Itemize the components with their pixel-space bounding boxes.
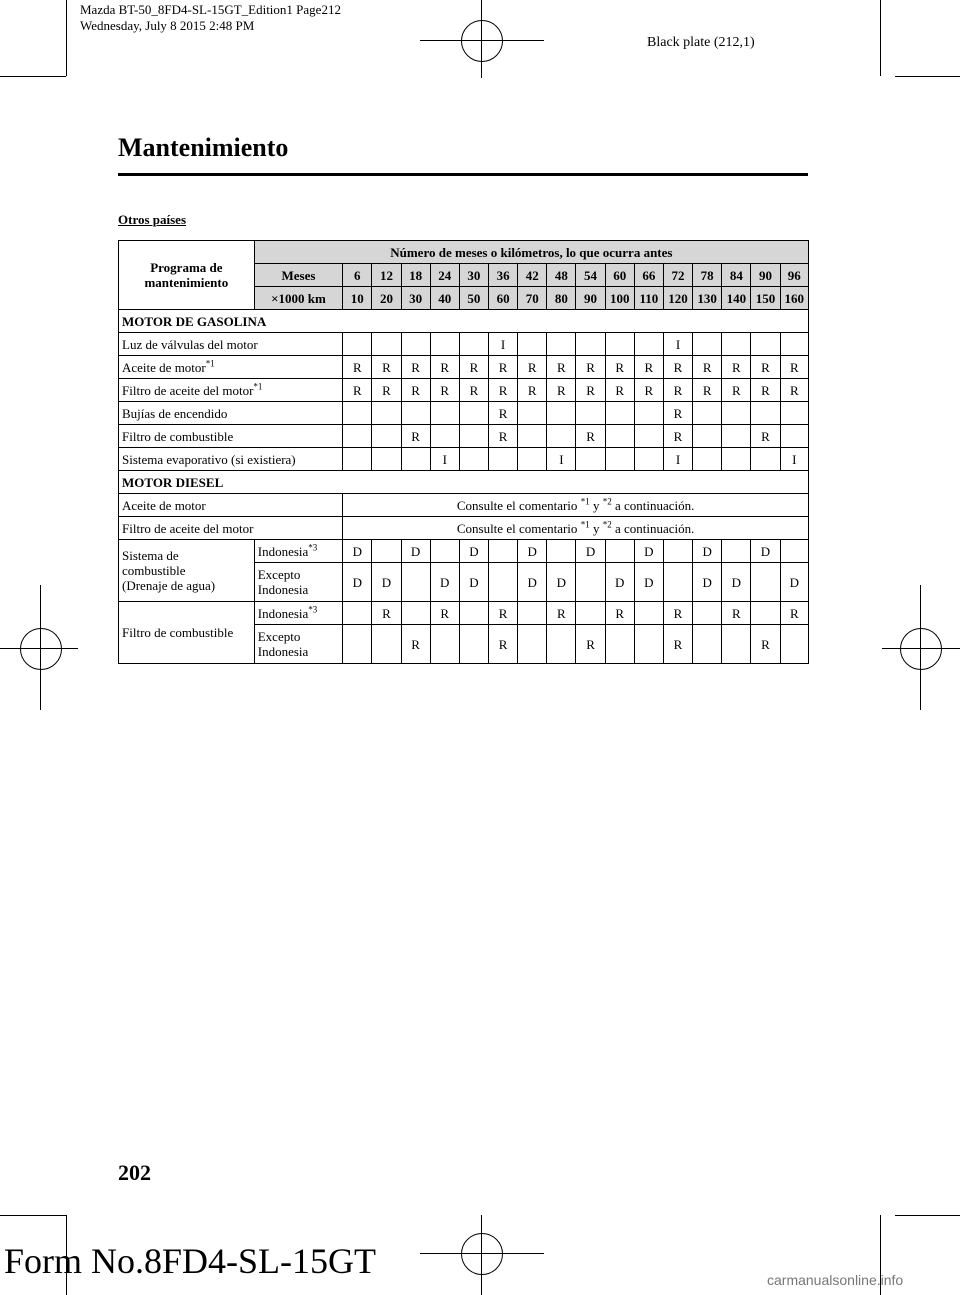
cell-line: Filtro de combustible xyxy=(122,625,234,640)
interval-cell: R xyxy=(343,379,372,402)
interval-cell: R xyxy=(751,379,780,402)
interval-cell xyxy=(576,563,605,602)
table-row xyxy=(119,379,809,402)
interval-cell: R xyxy=(663,379,692,402)
interval-cell: I xyxy=(547,448,576,471)
interval-cell: R xyxy=(722,602,751,625)
footnote-mark: *2 xyxy=(602,519,612,530)
note-text: Consulte el comentario xyxy=(456,520,581,536)
interval-cell xyxy=(401,333,430,356)
table-row xyxy=(119,517,809,540)
interval-cell xyxy=(547,540,576,563)
interval-cell xyxy=(751,333,780,356)
footnote-mark: *2 xyxy=(602,496,612,507)
km-value: 110 xyxy=(634,287,663,310)
km-value: 70 xyxy=(518,287,547,310)
interval-cell xyxy=(722,402,751,425)
interval-cell xyxy=(518,425,547,448)
month-value: 90 xyxy=(751,264,780,287)
interval-cell: R xyxy=(576,356,605,379)
interval-cell xyxy=(430,625,459,664)
interval-cell: R xyxy=(459,356,488,379)
interval-cell xyxy=(751,448,780,471)
interval-cell xyxy=(693,602,722,625)
item-label xyxy=(119,425,343,448)
interval-cell: R xyxy=(751,625,780,664)
interval-cell: R xyxy=(401,425,430,448)
month-value: 12 xyxy=(372,264,401,287)
note-text: y xyxy=(589,520,603,536)
cell-line: Indonesia xyxy=(257,644,309,659)
interval-cell: I xyxy=(488,333,517,356)
item-label-text: Filtro de combustible xyxy=(122,428,234,444)
header-row xyxy=(119,241,809,264)
interval-cell: R xyxy=(518,356,547,379)
interval-cell xyxy=(576,602,605,625)
footnote-mark: *1 xyxy=(580,496,590,507)
interval-cell: R xyxy=(372,356,401,379)
interval-cell: R xyxy=(401,356,430,379)
print-header xyxy=(80,2,341,34)
interval-cell xyxy=(343,425,372,448)
interval-cell xyxy=(372,540,401,563)
interval-cell: R xyxy=(372,602,401,625)
interval-cell xyxy=(459,625,488,664)
interval-cell xyxy=(459,425,488,448)
interval-cell xyxy=(430,333,459,356)
interval-cell: R xyxy=(663,602,692,625)
note-cell xyxy=(343,494,809,517)
interval-cell: R xyxy=(401,379,430,402)
interval-cell: R xyxy=(488,425,517,448)
interval-cell xyxy=(605,448,634,471)
form-number: Form No.8FD4-SL-15GT xyxy=(4,1241,377,1281)
interval-cell xyxy=(780,402,808,425)
print-header-file: Mazda BT-50_8FD4-SL-15GT_Edition1 Page212 xyxy=(80,2,341,17)
cell-line: Indonesia xyxy=(257,605,309,621)
interval-cell: D xyxy=(518,563,547,602)
sub-label xyxy=(254,602,342,625)
interval-cell: R xyxy=(634,379,663,402)
km-value: 100 xyxy=(605,287,634,310)
item-label xyxy=(119,333,343,356)
cell-line: Indonesia xyxy=(257,543,309,559)
interval-cell: R xyxy=(663,356,692,379)
km-value: 150 xyxy=(751,287,780,310)
note-text: Consulte el comentario xyxy=(456,497,581,513)
interval-cell: I xyxy=(780,448,808,471)
interval-cell: R xyxy=(605,379,634,402)
crop-mark-br-h xyxy=(895,1215,960,1216)
crop-mark-tl-h xyxy=(0,76,66,77)
month-value: 60 xyxy=(605,264,634,287)
interval-cell xyxy=(372,333,401,356)
interval-cell xyxy=(634,625,663,664)
interval-cell xyxy=(634,425,663,448)
footnote-mark: *1 xyxy=(253,381,263,392)
interval-cell xyxy=(722,540,751,563)
km-value: 50 xyxy=(459,287,488,310)
sub-label xyxy=(254,540,342,563)
interval-cell: R xyxy=(459,379,488,402)
interval-cell xyxy=(547,402,576,425)
interval-cell: I xyxy=(430,448,459,471)
month-value: 78 xyxy=(693,264,722,287)
interval-cell xyxy=(518,625,547,664)
interval-cell xyxy=(459,602,488,625)
interval-cell: D xyxy=(459,563,488,602)
program-label-text: Programa de mantenimiento xyxy=(144,260,229,290)
month-value: 48 xyxy=(547,264,576,287)
interval-cell xyxy=(518,448,547,471)
interval-cell xyxy=(605,625,634,664)
interval-cell xyxy=(401,602,430,625)
interval-cell xyxy=(605,425,634,448)
interval-header: Número de meses o kilómetros, lo que ocurra antes xyxy=(254,241,808,264)
km-label: ×1000 km xyxy=(254,287,342,310)
interval-cell: R xyxy=(780,379,808,402)
interval-cell xyxy=(343,402,372,425)
section-row xyxy=(119,471,809,494)
program-label xyxy=(119,241,255,310)
interval-cell: R xyxy=(401,625,430,664)
cell-line: Sistema de xyxy=(122,548,179,563)
interval-cell: D xyxy=(722,563,751,602)
section-subtitle: Otros países xyxy=(118,212,187,227)
cell-line: Excepto xyxy=(257,567,301,582)
table-row xyxy=(119,448,809,471)
group-label xyxy=(119,602,255,664)
group-label xyxy=(119,540,255,602)
interval-cell xyxy=(547,333,576,356)
interval-cell xyxy=(605,540,634,563)
cell-line: (Drenaje de agua) xyxy=(122,578,216,593)
item-label-text: Filtro de aceite del motor xyxy=(122,382,254,398)
table-row xyxy=(119,425,809,448)
sub-label xyxy=(254,625,342,664)
interval-cell: R xyxy=(576,425,605,448)
interval-cell: R xyxy=(663,625,692,664)
interval-cell: R xyxy=(547,379,576,402)
interval-cell: R xyxy=(488,356,517,379)
interval-cell xyxy=(722,448,751,471)
gasoline-section-title: MOTOR DE GASOLINA xyxy=(119,310,809,333)
interval-cell: R xyxy=(780,602,808,625)
interval-cell: D xyxy=(518,540,547,563)
interval-cell xyxy=(751,563,780,602)
footnote-mark: *1 xyxy=(580,519,590,530)
interval-cell: R xyxy=(488,625,517,664)
interval-cell xyxy=(343,448,372,471)
interval-cell xyxy=(722,625,751,664)
km-value: 40 xyxy=(430,287,459,310)
interval-cell: R xyxy=(372,379,401,402)
interval-cell: D xyxy=(634,563,663,602)
interval-cell: R xyxy=(576,379,605,402)
interval-cell: D xyxy=(343,563,372,602)
months-label: Meses xyxy=(254,264,342,287)
month-value: 96 xyxy=(780,264,808,287)
interval-cell xyxy=(663,563,692,602)
km-value: 90 xyxy=(576,287,605,310)
interval-cell xyxy=(634,333,663,356)
interval-cell: D xyxy=(751,540,780,563)
crop-mark-tr-v xyxy=(880,0,881,76)
interval-cell: R xyxy=(663,425,692,448)
site-watermark: carmanualsonline.info xyxy=(767,1272,904,1288)
item-label-text: Luz de válvulas del motor xyxy=(122,336,258,352)
month-value: 72 xyxy=(663,264,692,287)
interval-cell: D xyxy=(372,563,401,602)
interval-cell xyxy=(751,602,780,625)
item-label: Filtro de aceite del motor xyxy=(119,517,343,540)
interval-cell xyxy=(576,333,605,356)
interval-cell xyxy=(780,425,808,448)
interval-cell: R xyxy=(751,356,780,379)
section-row xyxy=(119,310,809,333)
crop-mark-tl-v xyxy=(66,0,67,76)
km-value: 30 xyxy=(401,287,430,310)
interval-cell: R xyxy=(605,356,634,379)
interval-cell xyxy=(430,425,459,448)
interval-cell xyxy=(693,625,722,664)
interval-cell xyxy=(430,402,459,425)
item-label-text: Bujías de encendido xyxy=(122,405,228,421)
interval-cell xyxy=(518,402,547,425)
km-value: 80 xyxy=(547,287,576,310)
interval-cell xyxy=(693,333,722,356)
interval-cell: D xyxy=(343,540,372,563)
interval-cell: R xyxy=(430,356,459,379)
item-label xyxy=(119,402,343,425)
interval-cell: D xyxy=(780,563,808,602)
footnote-mark: *3 xyxy=(308,542,318,553)
interval-cell xyxy=(634,602,663,625)
interval-cell: I xyxy=(663,448,692,471)
interval-cell: R xyxy=(751,425,780,448)
note-text: a continuación. xyxy=(611,520,695,536)
interval-cell xyxy=(751,402,780,425)
interval-cell: R xyxy=(518,379,547,402)
interval-cell xyxy=(459,402,488,425)
interval-cell: I xyxy=(663,333,692,356)
note-text: y xyxy=(589,497,603,513)
interval-cell: R xyxy=(547,602,576,625)
interval-cell xyxy=(401,448,430,471)
month-value: 30 xyxy=(459,264,488,287)
month-value: 84 xyxy=(722,264,751,287)
month-value: 42 xyxy=(518,264,547,287)
interval-cell: R xyxy=(663,402,692,425)
interval-cell xyxy=(547,625,576,664)
item-label xyxy=(119,379,343,402)
title-rule xyxy=(118,173,808,176)
interval-cell: R xyxy=(780,356,808,379)
interval-cell xyxy=(372,425,401,448)
table-row xyxy=(119,402,809,425)
interval-cell: R xyxy=(430,602,459,625)
interval-cell xyxy=(343,602,372,625)
interval-cell xyxy=(722,425,751,448)
interval-cell: D xyxy=(547,563,576,602)
interval-cell xyxy=(459,333,488,356)
interval-cell xyxy=(722,333,751,356)
interval-cell: R xyxy=(547,356,576,379)
interval-cell xyxy=(372,448,401,471)
item-label-text: Sistema evaporativo (si existiera) xyxy=(122,451,296,467)
interval-cell xyxy=(634,448,663,471)
interval-cell: R xyxy=(343,356,372,379)
interval-cell: D xyxy=(401,540,430,563)
interval-cell: R xyxy=(693,379,722,402)
print-header-date: Wednesday, July 8 2015 2:48 PM xyxy=(80,18,255,33)
km-value: 20 xyxy=(372,287,401,310)
interval-cell: R xyxy=(488,379,517,402)
interval-cell xyxy=(605,333,634,356)
interval-cell xyxy=(430,540,459,563)
table-row xyxy=(119,494,809,517)
interval-cell xyxy=(488,563,517,602)
interval-cell: R xyxy=(605,602,634,625)
interval-cell: D xyxy=(576,540,605,563)
interval-cell xyxy=(401,402,430,425)
interval-cell xyxy=(372,625,401,664)
maintenance-schedule-table xyxy=(118,240,809,664)
note-text: a continuación. xyxy=(611,497,695,513)
interval-cell xyxy=(488,448,517,471)
km-value: 120 xyxy=(663,287,692,310)
km-value: 160 xyxy=(780,287,808,310)
month-value: 36 xyxy=(488,264,517,287)
month-value: 66 xyxy=(634,264,663,287)
month-value: 24 xyxy=(430,264,459,287)
table-row xyxy=(119,333,809,356)
interval-cell xyxy=(576,448,605,471)
interval-cell xyxy=(459,448,488,471)
interval-cell: D xyxy=(605,563,634,602)
interval-cell: D xyxy=(693,563,722,602)
note-cell xyxy=(343,517,809,540)
page-title: Mantenimiento xyxy=(118,133,289,162)
interval-cell: R xyxy=(430,379,459,402)
interval-cell xyxy=(693,402,722,425)
interval-cell: D xyxy=(693,540,722,563)
cell-line: Indonesia xyxy=(257,582,309,597)
table-row xyxy=(119,602,809,625)
sub-label xyxy=(254,563,342,602)
interval-cell: R xyxy=(634,356,663,379)
interval-cell xyxy=(343,333,372,356)
crop-mark-tr-h xyxy=(895,76,960,77)
km-value: 10 xyxy=(343,287,372,310)
interval-cell xyxy=(663,540,692,563)
item-label-text: Aceite de motor xyxy=(122,359,206,375)
cell-line: Excepto xyxy=(257,629,301,644)
footnote-mark: *1 xyxy=(205,358,215,369)
interval-cell xyxy=(518,602,547,625)
item-label: Aceite de motor xyxy=(119,494,343,517)
interval-cell: D xyxy=(459,540,488,563)
diesel-section-title: MOTOR DIESEL xyxy=(119,471,809,494)
item-label xyxy=(119,448,343,471)
km-value: 140 xyxy=(722,287,751,310)
interval-cell: R xyxy=(722,379,751,402)
page-number: 202 xyxy=(118,1160,151,1185)
interval-cell xyxy=(401,563,430,602)
item-label xyxy=(119,356,343,379)
crop-mark-bl-h xyxy=(0,1215,66,1216)
km-value: 130 xyxy=(693,287,722,310)
interval-cell xyxy=(634,402,663,425)
interval-cell: D xyxy=(430,563,459,602)
interval-cell xyxy=(576,402,605,425)
footnote-mark: *3 xyxy=(308,604,318,615)
interval-cell xyxy=(372,402,401,425)
interval-cell xyxy=(547,425,576,448)
interval-cell xyxy=(488,540,517,563)
plate-label: Black plate (212,1) xyxy=(647,35,755,50)
interval-cell: R xyxy=(722,356,751,379)
interval-cell xyxy=(693,425,722,448)
interval-cell: R xyxy=(488,602,517,625)
table-row xyxy=(119,540,809,563)
interval-cell xyxy=(780,540,808,563)
cell-line: combustible xyxy=(122,563,186,578)
interval-cell xyxy=(693,448,722,471)
interval-cell xyxy=(780,625,808,664)
interval-cell: R xyxy=(576,625,605,664)
interval-cell xyxy=(518,333,547,356)
month-value: 54 xyxy=(576,264,605,287)
km-value: 60 xyxy=(488,287,517,310)
interval-cell xyxy=(605,402,634,425)
interval-cell: D xyxy=(634,540,663,563)
interval-cell: R xyxy=(488,402,517,425)
month-value: 18 xyxy=(401,264,430,287)
interval-cell: R xyxy=(693,356,722,379)
month-value: 6 xyxy=(343,264,372,287)
interval-cell xyxy=(780,333,808,356)
interval-cell xyxy=(343,625,372,664)
table-row xyxy=(119,356,809,379)
